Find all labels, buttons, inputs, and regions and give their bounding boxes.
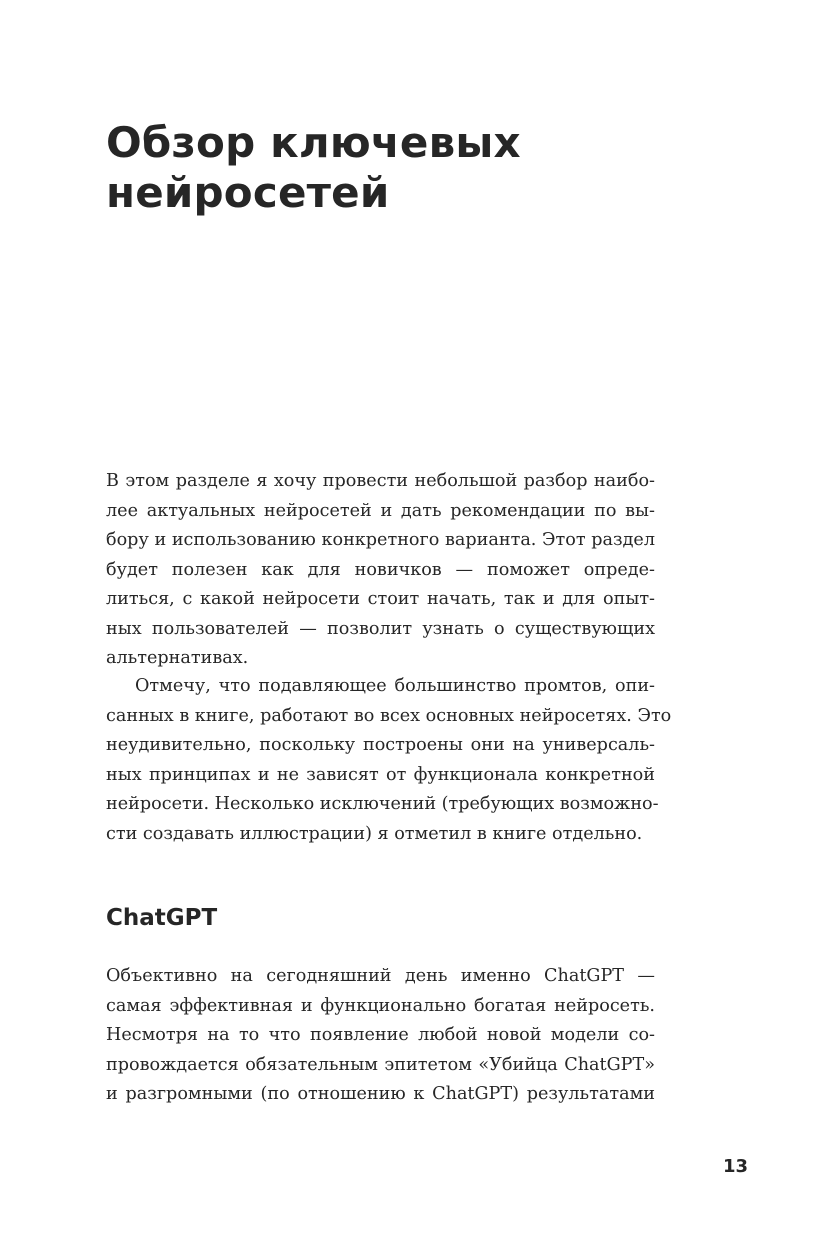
text-line: провождается обязательным эпитетом «Убийца ChatGPT» (106, 1054, 655, 1075)
text-line: литься, с какой нейросети стоит начать, так и для опыт- (106, 589, 655, 609)
text-line: альтернативах. (106, 648, 249, 668)
page-title-line-1: Обзор ключевых (106, 118, 521, 167)
text-line: Объективно на сегодняшний день именно ChatGPT — (106, 966, 655, 986)
text-line: лее актуальных нейросетей и дать рекомендации по вы- (106, 500, 655, 521)
text-line: санных в книге, работают во всех основных нейросетях. Это (106, 705, 672, 726)
text-line: будет полезен как для новичков — поможет опреде- (106, 559, 655, 580)
text-line: В этом разделе я хочу провести небольшой разбор наибо- (106, 471, 655, 491)
text-line: Отмечу, что подавляющее большинство промтов, опи- (135, 676, 655, 696)
text-line: бору и использованию конкретного варианта. Этот раздел (106, 530, 655, 550)
page-title (106, 118, 706, 218)
text-line: ных принципах и не зависят от функционала конкретной (106, 764, 655, 785)
chatgpt-paragraph (106, 962, 655, 1110)
text-line: сти создавать иллюстрации) я отметил в книге отдельно. (106, 823, 643, 844)
text-line: Несмотря на то что появление любой новой модели со- (106, 1025, 655, 1045)
intro-paragraph (106, 467, 655, 674)
text-line: и разгромными (по отношению к ChatGPT) результатами (106, 1084, 655, 1104)
page-number: 13 (722, 1156, 748, 1177)
text-line: самая эффективная и функционально богатая нейросеть. (106, 995, 655, 1016)
page-title-line-2: нейросетей (106, 168, 390, 217)
section-heading-chatgpt: ChatGPT (106, 905, 218, 931)
second-paragraph (106, 672, 672, 849)
text-line: ных пользователей — позволит узнать о существующих (106, 618, 655, 639)
text-line: неудивительно, поскольку построены они на универсаль- (106, 735, 655, 755)
text-line: нейросети. Несколько исключений (требующих возможно- (106, 794, 659, 814)
